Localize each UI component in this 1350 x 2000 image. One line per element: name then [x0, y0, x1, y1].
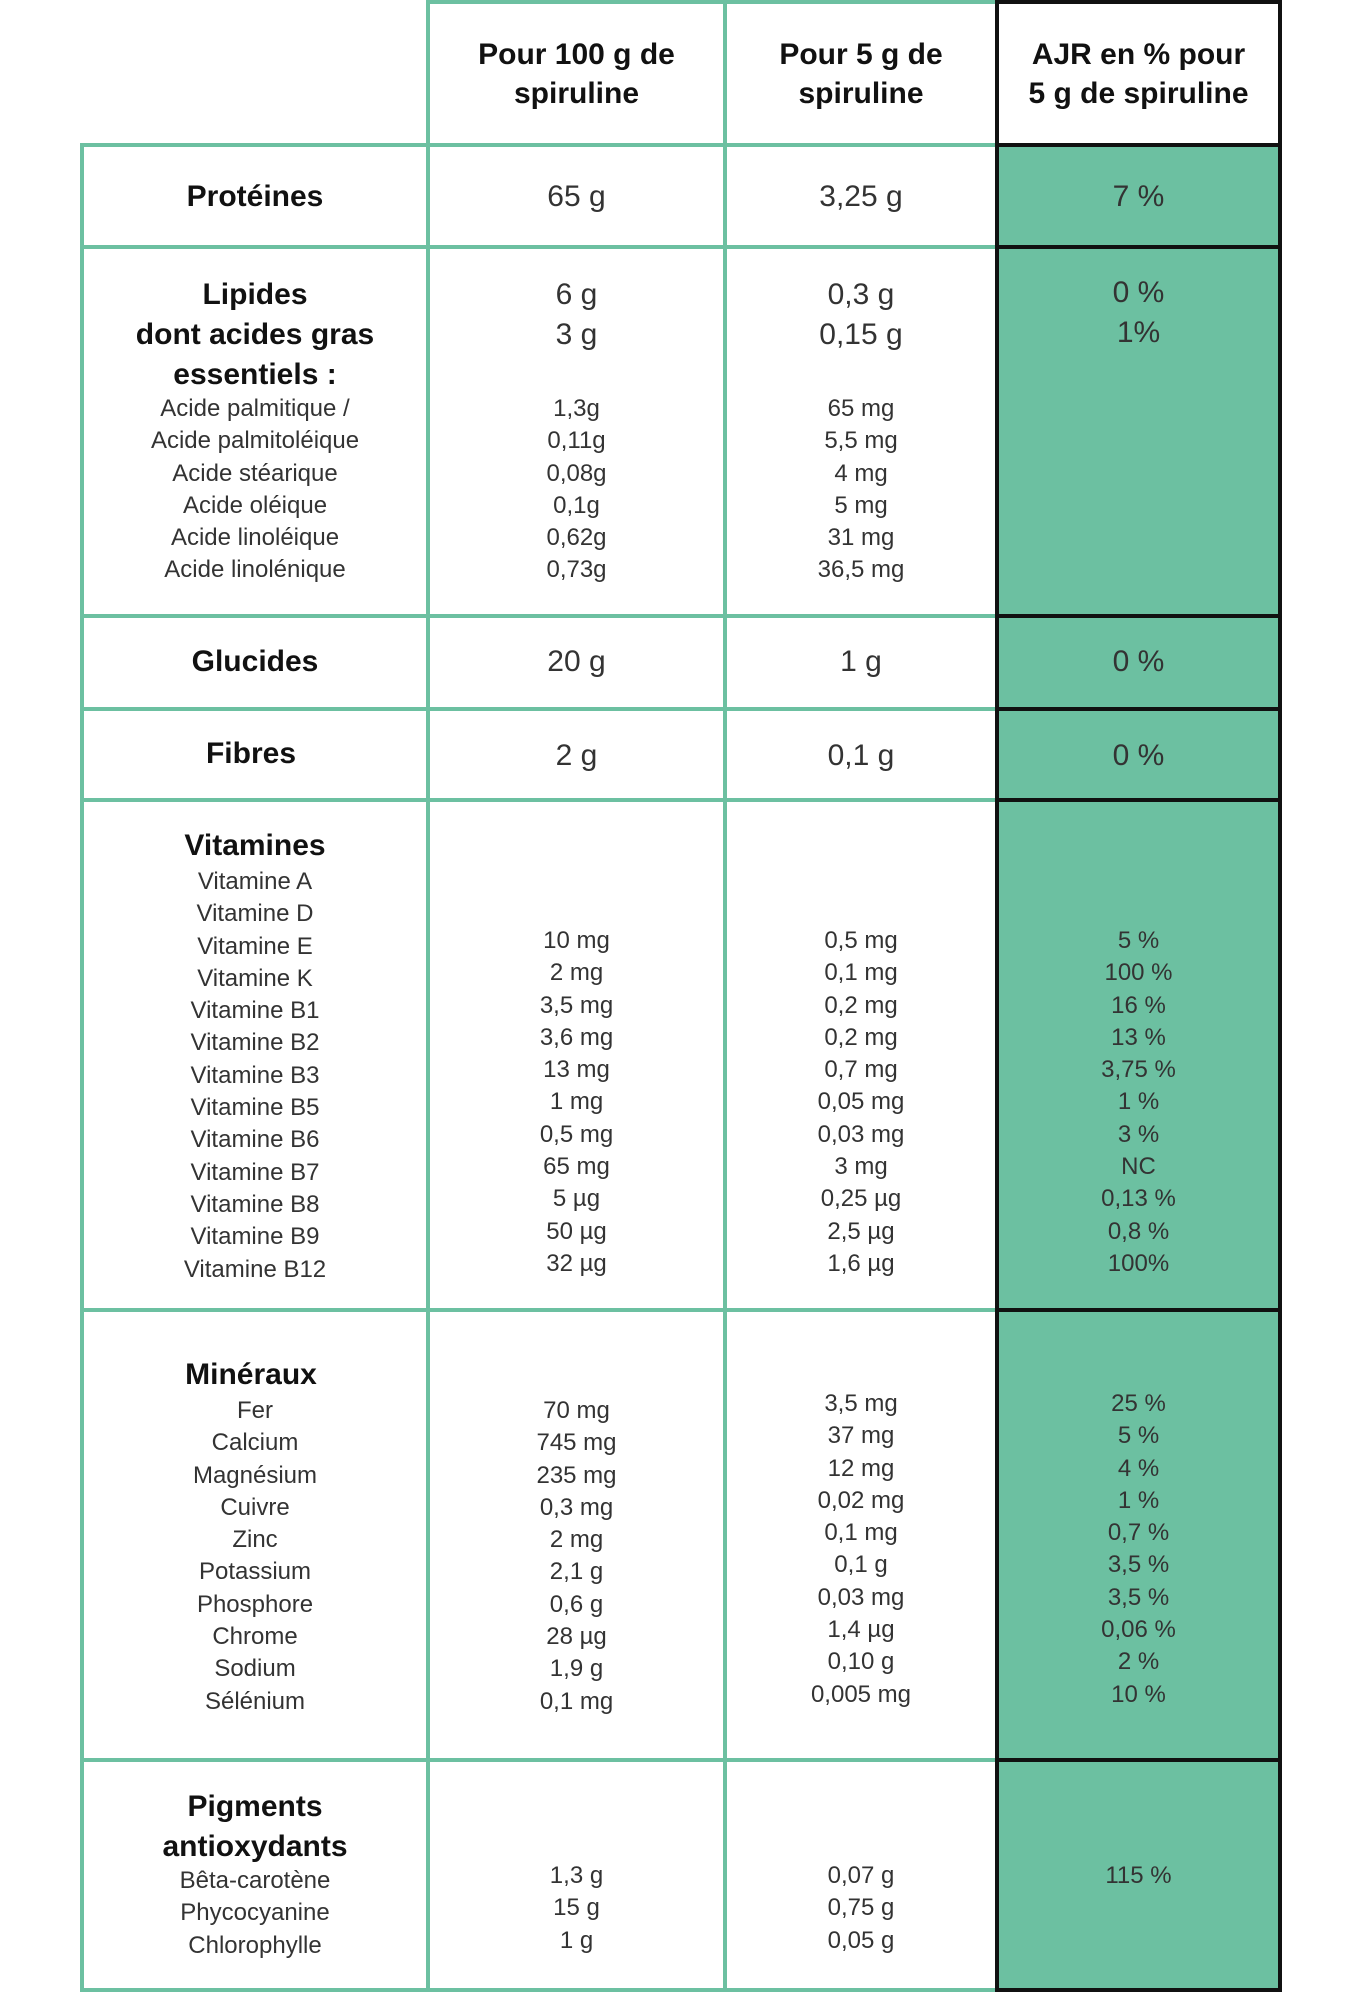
value-cell: 3,75 %: [1101, 1056, 1176, 1084]
list-item: Sélénium: [204, 1687, 306, 1715]
pigments-title-line-2: antioxydants: [162, 1830, 348, 1863]
value-cell: 0,05 g: [827, 1926, 895, 1954]
lipides-items: [84, 393, 426, 587]
value-cell: 0,07 g: [827, 1862, 895, 1889]
mineraux-per-5g: [727, 1388, 995, 1711]
header-ajr: [999, 35, 1278, 113]
mineraux-title: Minéraux: [185, 1358, 317, 1391]
value-cell: 4 %: [1117, 1454, 1160, 1482]
value-cell: 5,5 mg: [824, 427, 898, 455]
value-cell: 0,7 mg: [824, 1056, 898, 1084]
value-cell: 5 µg: [552, 1185, 601, 1213]
value-cell: 3,5 %: [1107, 1583, 1170, 1611]
value-cell: 2 mg: [549, 959, 604, 987]
value-cell: 5 %: [1117, 927, 1160, 954]
value-cell: 0,2 mg: [824, 1023, 898, 1051]
value-cell: 0,73g: [546, 556, 607, 584]
value-cell: 15 g: [553, 1894, 600, 1922]
value-cell: 5 mg: [834, 491, 888, 519]
value-cell: 0,02 mg: [817, 1486, 905, 1514]
value-cell: 100%: [1107, 1249, 1170, 1277]
list-item: Vitamine B2: [190, 1029, 320, 1057]
value-cell: 0,62g: [546, 524, 607, 552]
value-cell: 3,5 %: [1107, 1551, 1170, 1579]
pigments-title-line-1: Pigments: [187, 1790, 323, 1823]
lipides-title: [84, 275, 426, 395]
row-label-proteines: Protéines: [186, 180, 324, 213]
list-item: Acide linoléique: [170, 524, 340, 552]
glucides-ajr: 0 %: [1112, 645, 1165, 678]
value-cell: 32 µg: [546, 1249, 607, 1277]
value-cell: 0,06 %: [1101, 1616, 1176, 1644]
value-cell: 0,2 mg: [824, 991, 898, 1019]
list-item: Vitamine B1: [190, 997, 320, 1025]
header-per-5g-line-1: Pour 5 g de: [779, 38, 943, 71]
pigments-ajr: [999, 1860, 1278, 1892]
lipides-title-line-1: Lipides: [202, 278, 308, 311]
header-per-100g-line-1: Pour 100 g de: [478, 38, 675, 71]
lipides-total-ajr: 0 %: [1112, 276, 1165, 309]
value-cell: 0,03 mg: [817, 1583, 905, 1611]
fibres-per-5g: 0,1 g: [827, 739, 895, 772]
list-item: Vitamine A: [197, 868, 313, 895]
value-cell: 3,5 mg: [539, 991, 614, 1019]
value-cell: 115 %: [1105, 1862, 1172, 1889]
list-item: Bêta-carotène: [179, 1867, 331, 1894]
value-cell: 16 %: [1111, 991, 1166, 1019]
value-cell: 0,25 µg: [820, 1185, 902, 1213]
value-cell: 0,08g: [546, 459, 607, 487]
list-item: Acide oléique: [182, 491, 328, 519]
glucides-per-100g: 20 g: [547, 645, 606, 678]
value-cell: NC: [1121, 1153, 1156, 1181]
header-per-5g: [727, 35, 995, 113]
list-item: Vitamine D: [196, 900, 314, 928]
pigments-per-100g: [430, 1860, 723, 1957]
value-cell: 1 %: [1117, 1486, 1160, 1514]
lipides-per-100g: [430, 393, 723, 587]
value-cell: 1 g: [559, 1926, 594, 1954]
vitamines-title: Vitamines: [184, 829, 326, 862]
value-cell: 0,10 g: [827, 1648, 895, 1676]
value-cell: 2 %: [1117, 1648, 1160, 1676]
lipides-main-per-5g: [727, 275, 995, 355]
value-cell: 0,1 mg: [539, 1687, 614, 1715]
fibres-ajr: 0 %: [1112, 739, 1165, 772]
value-cell: 1,9 g: [549, 1655, 604, 1683]
value-cell: 10 %: [1111, 1680, 1166, 1708]
header-ajr-line-2: 5 g de spiruline: [1028, 77, 1249, 110]
list-item: Vitamine B3: [190, 1061, 320, 1089]
value-cell: 65 mg: [827, 395, 895, 422]
value-cell: 2,1 g: [549, 1558, 604, 1586]
vitamines-per-5g: [727, 925, 995, 1280]
value-cell: 0,11g: [547, 427, 606, 455]
value-cell: 1,6 µg: [827, 1249, 895, 1277]
lipides-total-per-5g: 0,3 g: [827, 278, 895, 311]
list-item: Acide palmitique /: [160, 395, 350, 422]
list-item: Vitamine B7: [190, 1158, 320, 1186]
value-cell: 1,3 g: [549, 1862, 604, 1889]
list-item: Vitamine B12: [183, 1255, 327, 1283]
value-cell: 37 mg: [827, 1422, 895, 1450]
list-item: Chlorophylle: [188, 1931, 322, 1959]
list-item: Acide palmitoléique: [150, 427, 360, 455]
value-cell: 3,5 mg: [824, 1390, 898, 1417]
value-cell: 0,03 mg: [817, 1120, 905, 1148]
fibres-per-100g: 2 g: [555, 739, 598, 772]
list-item: Vitamine B8: [190, 1190, 320, 1218]
list-item: Vitamine K: [197, 964, 313, 992]
value-cell: 0,1 mg: [824, 1519, 898, 1547]
header-per-100g: [430, 35, 723, 113]
value-cell: 0,05 mg: [817, 1088, 905, 1116]
value-cell: 0,005 mg: [810, 1680, 912, 1708]
value-cell: 1 %: [1117, 1088, 1160, 1116]
value-cell: 1 mg: [549, 1088, 604, 1116]
value-cell: 36,5 mg: [817, 556, 905, 584]
glucides-per-5g: 1 g: [840, 645, 882, 678]
vitamines-ajr: [999, 925, 1278, 1280]
value-cell: 0,5 mg: [539, 1120, 614, 1148]
value-cell: 3,6 mg: [539, 1023, 614, 1051]
list-item: Vitamine B6: [190, 1126, 320, 1154]
lipides-essentiels-ajr: 1%: [1116, 316, 1161, 349]
lipides-main-ajr: [999, 273, 1278, 353]
value-cell: 0,3 mg: [539, 1493, 614, 1521]
lipides-essentiels-per-100g: 3 g: [555, 318, 598, 351]
value-cell: 5 %: [1117, 1422, 1160, 1450]
lipides-essentiels-per-5g: 0,15 g: [819, 318, 903, 351]
lipides-main-per-100g: [430, 275, 723, 355]
value-cell: 2 mg: [549, 1526, 604, 1554]
value-cell: 0,8 %: [1107, 1217, 1170, 1245]
value-cell: 13 mg: [543, 1056, 610, 1084]
mineraux-ajr: [999, 1388, 1278, 1711]
value-cell: 12 mg: [827, 1454, 895, 1482]
list-item: Chrome: [212, 1623, 298, 1651]
mineraux-items: [84, 1395, 426, 1718]
list-item: Calcium: [211, 1429, 299, 1457]
row-label-fibres: Fibres: [205, 737, 297, 770]
lipides-title-line-3: essentiels :: [173, 358, 337, 391]
proteines-ajr: 7 %: [1112, 180, 1165, 213]
list-item: Zinc: [232, 1526, 278, 1554]
value-cell: 1,4 µg: [827, 1616, 895, 1644]
list-item: Fer: [237, 1397, 273, 1424]
value-cell: 3 %: [1117, 1120, 1160, 1148]
value-cell: 0,1 mg: [824, 959, 898, 987]
list-item: Phycocyanine: [180, 1899, 330, 1927]
value-cell: 4 mg: [834, 459, 888, 487]
proteines-per-100g: 65 g: [547, 180, 606, 213]
value-cell: 0,13 %: [1101, 1185, 1176, 1213]
pigments-title: [84, 1787, 426, 1867]
vitamines-items: [84, 866, 426, 1286]
lipides-total-per-100g: 6 g: [555, 278, 598, 311]
list-item: Cuivre: [220, 1493, 290, 1521]
list-item: Sodium: [214, 1655, 296, 1683]
list-item: Magnésium: [192, 1461, 318, 1489]
value-cell: 235 mg: [536, 1461, 617, 1489]
mineraux-per-100g: [430, 1395, 723, 1718]
list-item: Acide stéarique: [172, 459, 338, 487]
list-item: Vitamine B9: [190, 1223, 320, 1251]
vitamines-per-100g: [430, 925, 723, 1280]
value-cell: 0,1 g: [834, 1551, 888, 1579]
value-cell: 0,5 mg: [824, 927, 898, 954]
value-cell: 0,1g: [553, 491, 600, 519]
value-cell: 25 %: [1111, 1390, 1166, 1417]
value-cell: 1,3g: [553, 395, 600, 422]
list-item: Phosphore: [196, 1590, 314, 1618]
value-cell: 31 mg: [827, 524, 895, 552]
value-cell: 28 µg: [546, 1623, 607, 1651]
value-cell: 65 mg: [543, 1153, 610, 1181]
value-cell: 70 mg: [543, 1397, 610, 1424]
header-per-5g-line-2: spiruline: [798, 77, 924, 110]
list-item: Acide linolénique: [164, 556, 346, 584]
value-cell: 100 %: [1104, 959, 1173, 987]
value-cell: 3 mg: [834, 1153, 888, 1181]
value-cell: 2,5 µg: [827, 1217, 895, 1245]
list-item: Vitamine B5: [190, 1094, 320, 1122]
lipides-title-line-2: dont acides gras: [135, 318, 375, 351]
header-ajr-line-1: AJR en % pour: [1031, 38, 1246, 71]
value-cell: 50 µg: [546, 1217, 607, 1245]
proteines-per-5g: 3,25 g: [819, 180, 903, 213]
pigments-items: [84, 1865, 426, 1962]
value-cell: 0,6 g: [549, 1590, 604, 1618]
list-item: Potassium: [198, 1558, 312, 1586]
row-label-glucides: Glucides: [191, 645, 319, 678]
lipides-per-5g: [727, 393, 995, 587]
value-cell: 10 mg: [543, 927, 610, 954]
value-cell: 13 %: [1111, 1023, 1166, 1051]
list-item: Vitamine E: [197, 932, 313, 960]
value-cell: 745 mg: [536, 1429, 617, 1457]
value-cell: 0,7 %: [1107, 1519, 1170, 1547]
pigments-per-5g: [727, 1860, 995, 1957]
value-cell: 0,75 g: [827, 1894, 895, 1922]
header-per-100g-line-2: spiruline: [513, 77, 640, 110]
